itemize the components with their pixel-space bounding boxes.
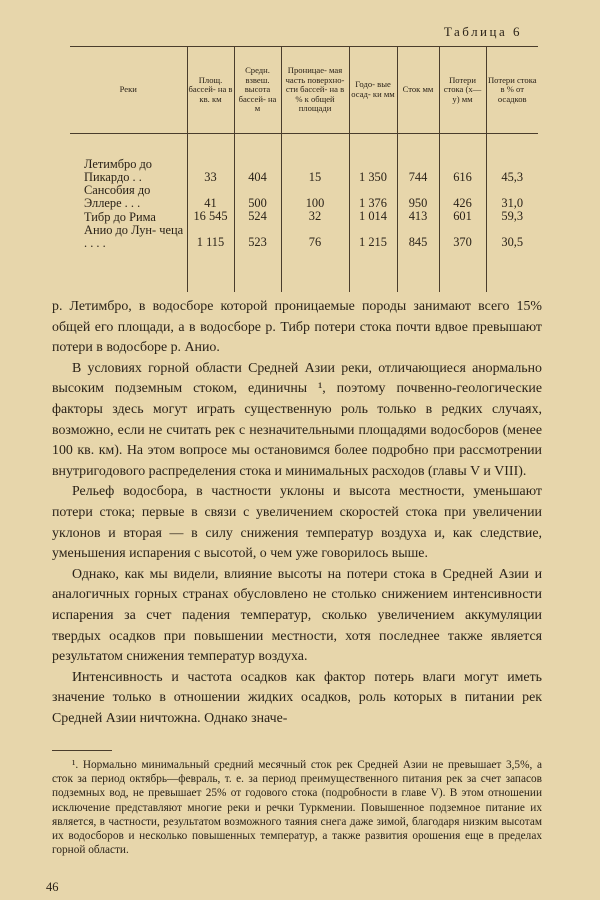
cell: 45,3: [486, 158, 538, 184]
cell-river: Анио до Лун- чеца . . . .: [84, 222, 184, 250]
cell: 744: [397, 158, 439, 184]
cell: 426: [439, 184, 486, 210]
cell: 1 115: [187, 224, 234, 250]
cell: 76: [281, 224, 349, 250]
cell: 30,5: [486, 224, 538, 250]
header-permeable-share: Проницае- мая часть поверхно- сти бассей- на в % к общей площади: [281, 47, 349, 134]
cell: 1 376: [349, 184, 397, 210]
runoff-loss-table: [70, 46, 538, 292]
cell: 616: [439, 158, 486, 184]
paragraph: Интенсивность и частота осадков как фактор потерь влаги могут иметь значение только в отношении жидких осадков, роль которых в питании рек Средней Азии ничтожна. Однако значе-: [52, 669, 542, 726]
table-row: [70, 184, 538, 210]
cell: 950: [397, 184, 439, 210]
header-losses: Потери стока (x—y) мм: [439, 47, 486, 134]
header-runoff: Сток мм: [397, 47, 439, 134]
cell: 1 014: [349, 210, 397, 224]
header-mean-height: Средн. взвеш. высота бассей- на м: [234, 47, 281, 134]
cell: 845: [397, 224, 439, 250]
cell: 16 545: [187, 210, 234, 224]
cell-river: Летимбро до Пикардо . .: [84, 157, 152, 184]
paragraph: В условиях горной области Средней Азии реки, отличающиеся анормально высоким подземным стоком, единичны ¹, поэтому почвенно-геологические факторы здесь могут играть существенную роль только в редких случаях, возможно, если не считать рек с незначительными площадями водосборов (менее 100 кв. км). На этом вопросе мы остановимся более подробно при рассмотрении внутригодового распределения стока и минимальных расходов (главы V и VIII).: [52, 360, 542, 479]
cell-river: Сансобия до Эллере . . .: [84, 183, 151, 210]
page-number: 46: [46, 880, 59, 894]
cell: 370: [439, 224, 486, 250]
paragraph: Рельеф водосбора, в частности уклоны и высота местности, уменьшают потери стока; первые в связи с увеличением скоростей стока при увеличении уклонов и вторая — в силу снижения температур воздуха и, как следствие, уменьшения испарения с высотой, о чем уже говорилось выше.: [52, 484, 542, 562]
cell: 404: [234, 158, 281, 184]
cell: 31,0: [486, 184, 538, 210]
paragraph: Однако, как мы видели, влияние высоты на потери стока в Средней Азии и аналогичных горных странах обусловлено не столько снижением интенсивности испарения за счет падения температур, сколько увеличением аккумуляции твердых осадков при повышении местности, хотя последнее также является результатом снижения температур воздуха.: [52, 566, 542, 665]
cell-river: Тибр до Рима: [84, 209, 156, 224]
header-losses-percent: Потери стока в % от осадков: [486, 47, 538, 134]
cell: 59,3: [486, 210, 538, 224]
table-row: [70, 224, 538, 250]
table-header-row: [70, 47, 538, 134]
header-annual-precip: Годо- вые осад- ки мм: [349, 47, 397, 134]
cell: 1 350: [349, 158, 397, 184]
paragraph: р. Летимбро, в водосборе которой проницаемые породы занимают всего 15% общей его площади, а в водосборе р. Тибр потери стока почти вдвое превышают потери в водосборе р. Анио.: [52, 299, 542, 356]
cell: 524: [234, 210, 281, 224]
cell: 100: [281, 184, 349, 210]
footnote: ¹. Нормально минимальный средний месячный сток рек Средней Азии не превышает 3,5%, а сток за период октябрь—февраль, т. е. за период преимущественного питания рек за счет запасов подземных вод, не превышает 25% от годового стока (подробности в главе V). В этом отношении исключение представляют многие реки и речки Туркмении. Повышенное подземное питание их является, в частности, результатом возможного таяния снега даже зимой, благодаря низким высотам их водосборов и несколько повышенных температур, а также развития орошения еще в пределах горной области.: [52, 759, 542, 857]
cell: 33: [187, 158, 234, 184]
header-area: Площ. бассей- на в кв. км: [187, 47, 234, 134]
cell: 413: [397, 210, 439, 224]
table-spacer-row: [70, 134, 538, 159]
table-caption: Таблица 6: [443, 24, 522, 39]
footnote-divider: [52, 750, 112, 751]
cell: 523: [234, 224, 281, 250]
cell: 41: [187, 184, 234, 210]
table-row: [70, 158, 538, 184]
cell: 32: [281, 210, 349, 224]
cell: 601: [439, 210, 486, 224]
cell: 1 215: [349, 224, 397, 250]
table-bottom-row: [70, 250, 538, 292]
cell: 15: [281, 158, 349, 184]
header-river: Реки: [70, 47, 187, 134]
cell: 500: [234, 184, 281, 210]
body-text: [52, 297, 542, 729]
table-row: [70, 210, 538, 224]
